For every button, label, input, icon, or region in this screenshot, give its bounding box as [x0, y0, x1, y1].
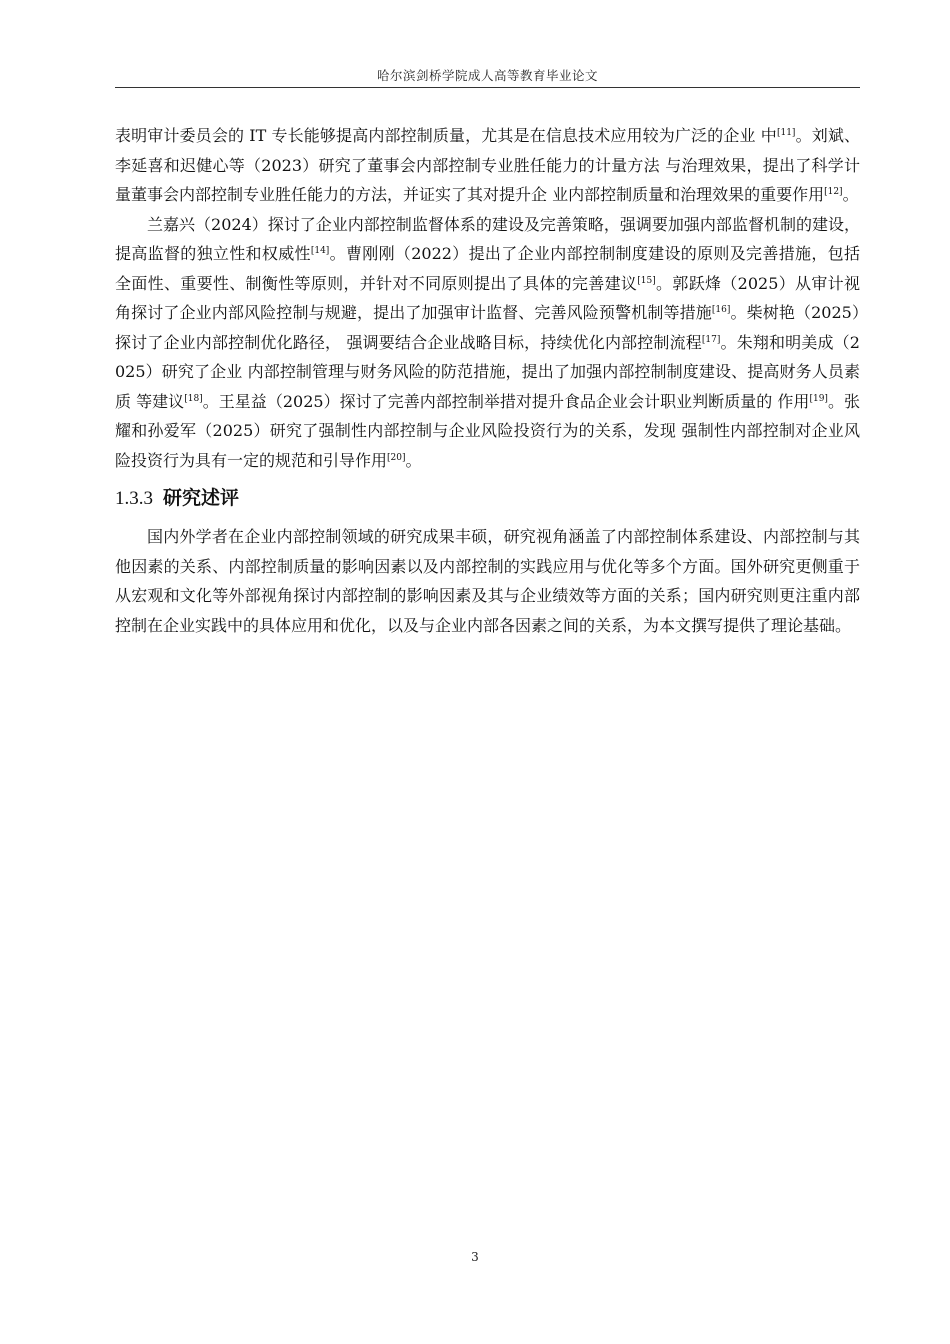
text-segment: 。曹刚刚（2022）提出了企业内部控制制度建设的原则及完善措施，包括全面性、重要性、制衡性等原则，并针对不同原则提出了具体的完善建议 — [115, 244, 860, 293]
citation-ref: [11] — [776, 128, 796, 138]
citation-ref: [14] — [310, 246, 330, 256]
text-segment: 。柴树艳（2025）探讨了企业内部控制优化路径， 强调要结合企业战略目标，持续优化内部控制流程 — [115, 303, 860, 352]
text-segment: 。朱翔和明美成（2025）研究了企业 内部控制管理与财务风险的防范措施，提出了加强内部控制制度建设、提高财务人员素质 等建议 — [115, 332, 860, 411]
text-segment: 。 — [842, 185, 859, 204]
citation-ref: [18] — [184, 393, 203, 404]
section-heading — [115, 478, 860, 519]
section-number: 1.3.3 — [115, 488, 153, 509]
text-segment: 。 — [405, 450, 422, 470]
citation-ref: [15] — [637, 275, 656, 286]
citation-ref: [17] — [701, 334, 721, 345]
text-segment: 表明审计委员会的 IT 专长能够提高内部控制质量，尤其是在信息技术应用较为广泛的企业 中 — [115, 126, 777, 145]
text-segment: 。刘斌、李延喜和迟健心等（2023）研究了董事会内部控制专业胜任能力的计量方法 与治理效果，提出了科学计量董事会内部控制专业胜任能力的方法，并证实了其对提升企 业内部控制质量和治理效果的重要作用 — [115, 126, 860, 204]
text-segment: 。王星益（2025）探讨了完善内部控制举措对提升食品企业会计职业判断质量的 作用 — [202, 391, 810, 411]
citation-ref: [12] — [824, 187, 843, 197]
paragraph-domestic-research — [115, 210, 860, 476]
citation-ref: [16] — [711, 305, 731, 315]
paragraph-research-review: 国内外学者在企业内部控制领域的研究成果丰硕，研究视角涵盖了内部控制体系建设、内部控制与其他因素的关系、内部控制质量的影响因素以及内部控制的实践应用与优化等多个方面。国外研究更侧重于从宏观和文化等外部视角探讨内部控制的影响因素及其与企业绩效等方面的关系；国内研究则更注重内部控制在企业实践中的具体应用和优化，以及与企业内部各因素之间的关系，为本文撰写提供了理论基础。 — [115, 527, 860, 635]
text-segment: 。张耀和孙爱军（2025）研究了强制性内部控制与企业风险投资行为的关系，发现 强制性内部控制对企业风险投资行为具有一定的规范和引导作用 — [115, 391, 860, 470]
page-header: 哈尔滨剑桥学院成人高等教育毕业论文 — [376, 68, 598, 83]
paragraph-literature-continued — [115, 121, 860, 210]
section-title: 研究述评 — [163, 487, 240, 509]
citation-ref: [19] — [809, 393, 828, 404]
header-divider — [115, 87, 860, 88]
citation-ref: [20] — [387, 452, 406, 463]
text-segment: 。郭跃烽（2025）从审计视角探讨了企业内部风险控制与规避，提出了加强审计监督、完善风险预警机制等措施 — [115, 273, 860, 322]
document-body — [115, 121, 860, 640]
page-number: 3 — [471, 1250, 479, 1264]
text-segment: 兰嘉兴（2024）探讨了企业内部控制监督体系的建设及完善策略，强调要加强内部监督机制的建设，提高监督的独立性和权威性 — [115, 214, 860, 263]
